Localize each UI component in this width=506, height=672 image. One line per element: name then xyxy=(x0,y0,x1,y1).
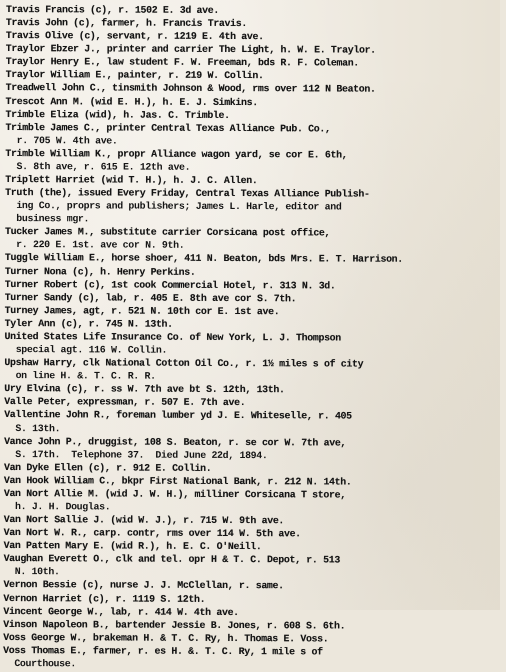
directory-line: Vincent George W., lab, r. 414 W. 4th ave. xyxy=(3,605,239,618)
directory-line: Van Nort W. R., carp. contr, rms over 114 W. 5th ave. xyxy=(3,527,301,540)
directory-line: Triplett Harriet (wid T. H.), h. J. C. Allen. xyxy=(5,174,258,187)
directory-line: Vance John P., druggist, 108 S. Beaton, r. se cor W. 7th ave, xyxy=(4,435,347,449)
directory-line: Trimble James C., printer Central Texas Alliance Pub. Co., xyxy=(5,121,331,135)
directory-line: Tuggle William E., horse shoer, 411 N. Beaton, bds Mrs. E. T. Harrison. xyxy=(4,252,403,266)
directory-line: Turney James, agt, r. 521 N. 10th cor E. 1st ave. xyxy=(4,304,280,317)
directory-line: Turner Nona (c), h. Henry Perkins. xyxy=(4,265,196,278)
directory-line: Traylor Ebzer J., printer and carrier The Light, h. W. E. Traylor. xyxy=(5,43,376,56)
directory-line: Trimble William K., propr Alliance wagon yard, se cor E. 6th, xyxy=(5,147,348,161)
directory-line: Turner Robert (c), 1st cook Commercial Hotel, r. 313 N. 3d. xyxy=(4,278,336,292)
directory-line: United States Life Insurance Co. of New York, L. J. Thompson xyxy=(4,330,341,344)
directory-line: Upshaw Harry, clk National Cotton Oil Co., r. 1½ miles s of city xyxy=(4,357,364,370)
directory-line-continuation: r. 220 E. 1st. ave cor N. 9th. xyxy=(4,239,185,252)
directory-line: Travis Olive (c), servant, r. 1219 E. 4th ave. xyxy=(5,30,264,43)
directory-line-continuation: S. 13th. xyxy=(4,422,61,434)
directory-line: Van Patten Mary E. (wid R.), h. E. C. O'Neill. xyxy=(3,540,262,553)
directory-line: Vaughan Everett O., clk and tel. opr H & T. C. Depot, r. 513 xyxy=(3,553,340,566)
directory-line-continuation: S. 17th. Telephone 37. Died June 22d, 1894. xyxy=(4,448,268,461)
directory-line: Van Dyke Ellen (c), r. 912 E. Collin. xyxy=(3,461,212,474)
directory-line: Vernon Bessie (c), nurse J. J. McClellan, r. same. xyxy=(3,579,284,592)
directory-line: Tucker James M., substitute carrier Corsicana post office, xyxy=(4,226,331,239)
directory-line-continuation: business mgr. xyxy=(5,213,90,225)
directory-line-continuation: Courthouse. xyxy=(3,657,77,670)
directory-line-continuation: ing Co., proprs and publishers; James L. Harle, editor and xyxy=(5,200,342,213)
directory-line-continuation: h. J. H. Douglas. xyxy=(3,500,111,513)
directory-line: Traylor William E., painter, r. 219 W. Collin. xyxy=(5,69,264,82)
directory-line: Vinson Napoleon B., bartender Jessie B. Jones, r. 608 S. 6th. xyxy=(3,618,346,632)
directory-line: Treadwell John C., tinsmith Johnson & Wood, rms over 112 N Beaton. xyxy=(5,82,376,96)
directory-line: Vallentine John R., foreman lumber yd J. E. Whiteselle, r. 405 xyxy=(4,409,352,422)
directory-line: Traylor Henry E., law student F. W. Freeman, bds R. F. Coleman. xyxy=(5,56,359,69)
directory-line-continuation: S. 8th ave, r. 615 E. 12th ave. xyxy=(5,160,191,173)
directory-line: Valle Peter, expressman, r. 507 E. 7th ave. xyxy=(4,396,246,409)
directory-line-continuation: r. 705 W. 4th ave. xyxy=(5,134,118,147)
directory-line-continuation: on line H. &. T. C. R. R. xyxy=(4,370,156,382)
directory-line: Van Hook William C., bkpr First National Bank, r. 212 N. 14th. xyxy=(3,474,352,488)
directory-line: Van Nort Allie M. (wid J. W. H.), milliner Corsicana T store, xyxy=(3,487,346,501)
directory-line-continuation: special agt. 116 W. Collin. xyxy=(4,344,168,356)
directory-line: Tyler Ann (c), r. 745 N. 13th. xyxy=(4,317,173,330)
directory-listing xyxy=(3,3,506,672)
directory-line: Turner Sandy (c), lab, r. 405 E. 8th ave cor S. 7th. xyxy=(4,291,297,304)
directory-line: Ury Elvina (c), r. ss W. 7th ave bt S. 12th, 13th. xyxy=(4,383,285,396)
directory-line: Vernon Harriet (c), r. 1119 S. 12th. xyxy=(3,592,206,605)
directory-line: Trimble Eliza (wid), h. Jas. C. Trimble. xyxy=(5,108,230,121)
directory-line: Truth (the), issued Every Friday, Central Texas Alliance Publish- xyxy=(5,187,370,200)
directory-line: Travis John (c), farmer, h. Francis Travis. xyxy=(5,17,247,30)
directory-line-continuation: N. 10th. xyxy=(3,566,60,578)
directory-line: Travis Francis (c), r. 1502 E. 3d ave. xyxy=(5,3,220,16)
directory-line: Voss Thomas E., farmer, r. es H. &. T. C. Ry, 1 mile s of xyxy=(3,644,323,658)
directory-line: Voss George W., brakeman H. & T. C. Ry, h. Thomas E. Voss. xyxy=(3,631,329,645)
directory-line: Van Nort Sallie J. (wid W. J.), r. 715 W. 9th ave. xyxy=(3,514,285,527)
directory-line: Trescot Ann M. (wid E. H.), h. E. J. Simkins. xyxy=(5,95,258,108)
